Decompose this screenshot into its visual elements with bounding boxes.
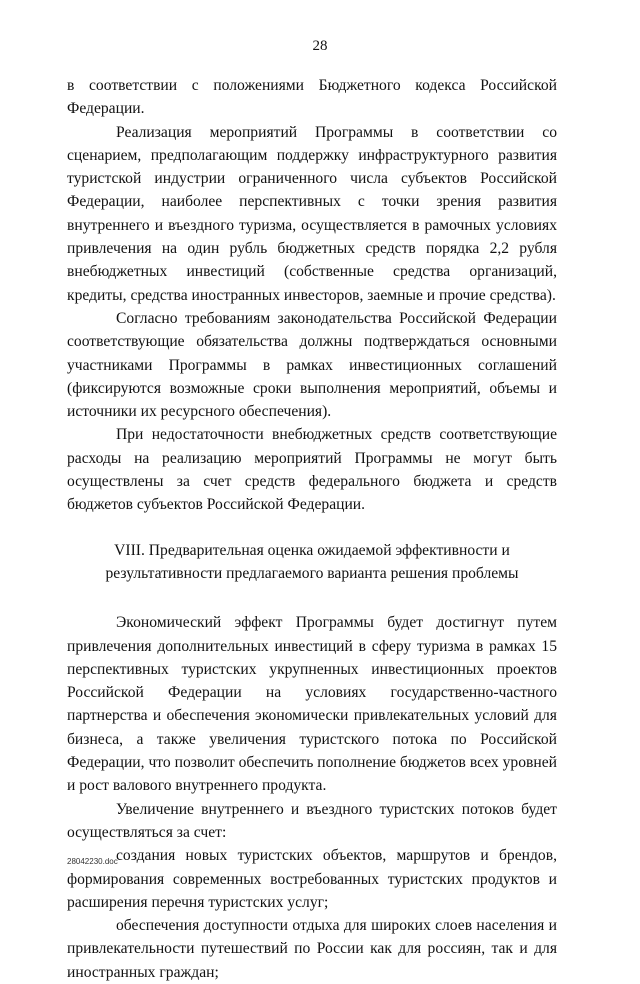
- page-number: 28: [312, 38, 328, 54]
- section-heading: [67, 539, 557, 586]
- section-heading-line-1: VIII. Предварительная оценка ожидаемой эффективности и: [114, 541, 510, 559]
- footer-filename: 28042230.doc: [67, 857, 118, 866]
- paragraph-continuation: в соответствии с положениями Бюджетного кодекса Российской Федерации.: [67, 77, 557, 118]
- paragraph-legislation-requirements: Согласно требованиям законодательства Российской Федерации соответствующие обязательства должны подтверждаться основными участниками Программы в рамках инвестиционных соглашений (фиксируются возможные сроки выполнения мероприятий, объемы и источники их ресурсного обеспечения).: [67, 309, 557, 421]
- paragraph-insufficient-funds: При недостаточности внебюджетных средств соответствующие расходы на реализацию мероприятий Программы не могут быть осуществлены за счет средств федерального бюджета и средств бюджетов субъектов Российской Федерации.: [67, 426, 557, 514]
- paragraph-list-item-new-objects: создания новых туристских объектов, маршрутов и брендов, формирования современных востребованных туристских продуктов и расширения перечня туристских услуг;: [67, 847, 557, 911]
- paragraph-list-item-accessibility: обеспечения доступности отдыха для широких слоев населения и привлекательности путешествий по России как для россиян, так и для иностранных граждан;: [67, 917, 557, 981]
- paragraph-tourist-flows: Увеличение внутреннего и въездного туристских потоков будет осуществляться за счет:: [67, 800, 557, 841]
- paragraph-economic-effect: Экономический эффект Программы будет достигнут путем привлечения дополнительных инвестиций в сферу туризма в рамках 15 перспективных туристских укрупненных инвестиционных проектов Российской Федерации на условиях государственно-частного партнерства и обеспечения экономически привлекательных условий для бизнеса, а также увеличения туристского потока по Российской Федерации, что позволит обеспечить пополнение бюджетов всех уровней и рост валового внутреннего продукта.: [67, 614, 557, 795]
- document-body: [67, 74, 557, 984]
- paragraph-program-implementation: Реализация мероприятий Программы в соответствии со сценарием, предполагающим поддержку инфраструктурного развития туристской индустрии ограниченного числа субъектов Российской Федерации, наиболее перспективных с точки зрения развития внутреннего и въездного туризма, осуществляется в рамочных условиях привлечения на один рубль бюджетных средств порядка 2,2 рубля внебюджетных инвестиций (собственные средства организаций, кредиты, средства иностранных инвесторов, заемные и прочие средства).: [67, 123, 557, 304]
- section-heading-line-2: результативности предлагаемого варианта решения проблемы: [105, 564, 519, 582]
